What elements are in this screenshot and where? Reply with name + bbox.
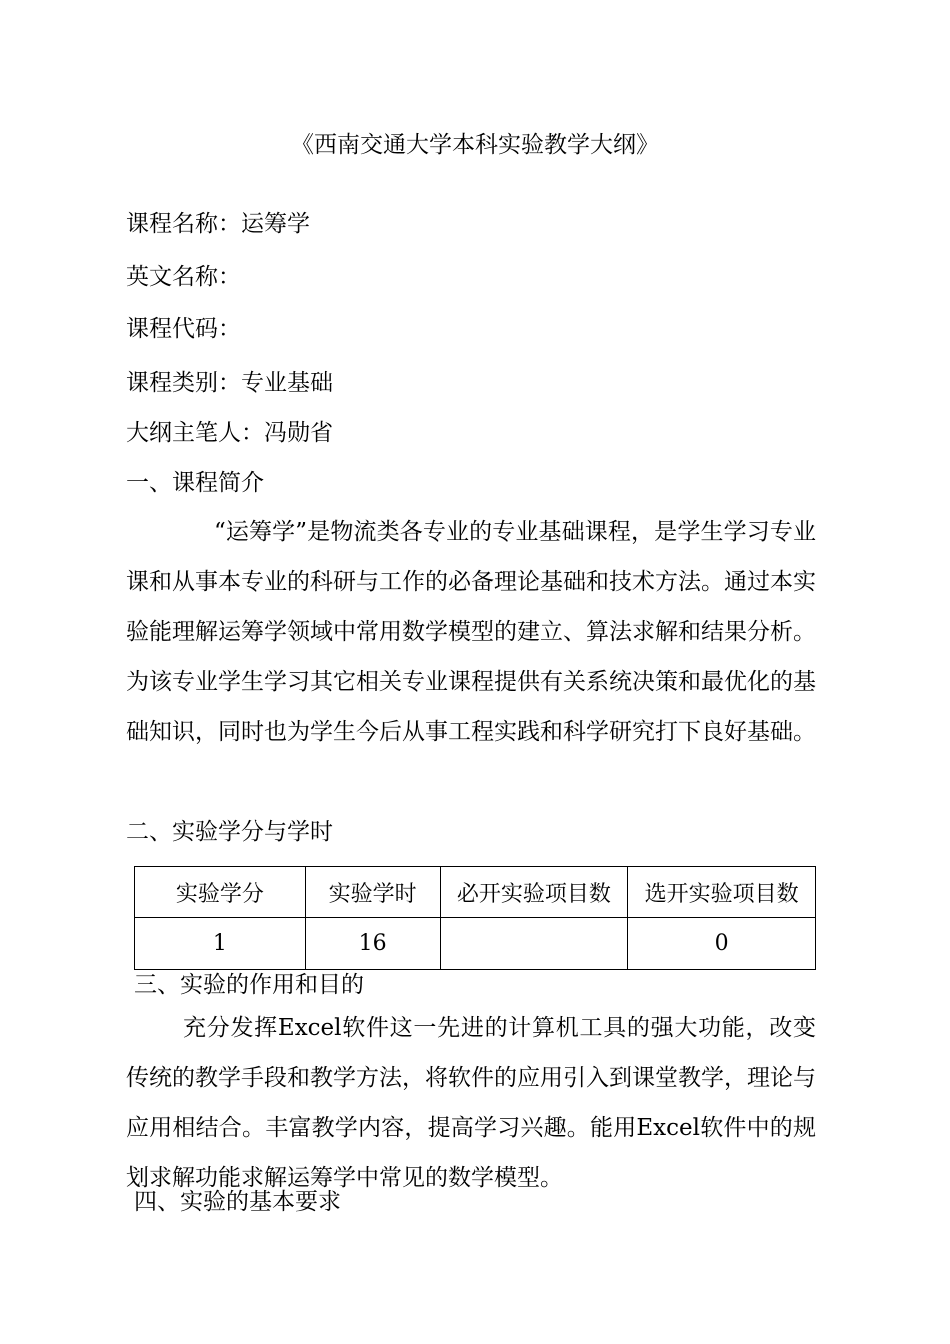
english-name-field: 英文名称： [126,264,241,290]
cell-hours: 16 [305,918,440,970]
header-hours: 实验学时 [305,867,440,918]
header-elective-projects: 选开实验项目数 [628,867,816,918]
intro-paragraph: “运筹学”是物流类各专业的专业基础课程，是学生学习专业课和从事本专业的科研与工作的必备理论基础和技术方法。通过本实验能理解运筹学领域中常用数学模型的建立、算法求解和结果分析。为该专业学生学习其它相关专业课程提供有关系统决策和最优化的基础知识，同时也为学生今后从事工程实践和科学研究打下良好基础。 [126,519,816,745]
header-credits: 实验学分 [135,867,306,918]
credits-table [134,866,816,970]
requirements-heading: 四、实验的基本要求 [134,1189,341,1215]
cell-elective-projects: 0 [628,918,816,970]
course-code-field: 课程代码： [126,316,241,342]
course-category-field: 课程类别：专业基础 [126,370,333,396]
document-title: 《西南交通大学本科实验教学大纲》 [291,132,659,158]
table-row [135,918,816,970]
purpose-heading: 三、实验的作用和目的 [134,972,364,998]
cell-credits: 1 [135,918,306,970]
intro-heading: 一、课程简介 [126,470,264,496]
credits-heading: 二、实验学分与学时 [126,819,333,845]
author-field: 大纲主笔人：冯勋省 [126,420,333,446]
cell-required-projects [440,918,628,970]
header-required-projects: 必开实验项目数 [440,867,628,918]
purpose-paragraph: 充分发挥Excel软件这一先进的计算机工具的强大功能，改变传统的教学手段和教学方法，将软件的应用引入到课堂教学，理论与应用相结合。丰富教学内容，提高学习兴趣。能用Excel软件中的规划求解功能求解运筹学中常见的数学模型。 [126,1015,816,1191]
course-name-field: 课程名称：运筹学 [126,211,310,237]
table-header-row [135,867,816,918]
